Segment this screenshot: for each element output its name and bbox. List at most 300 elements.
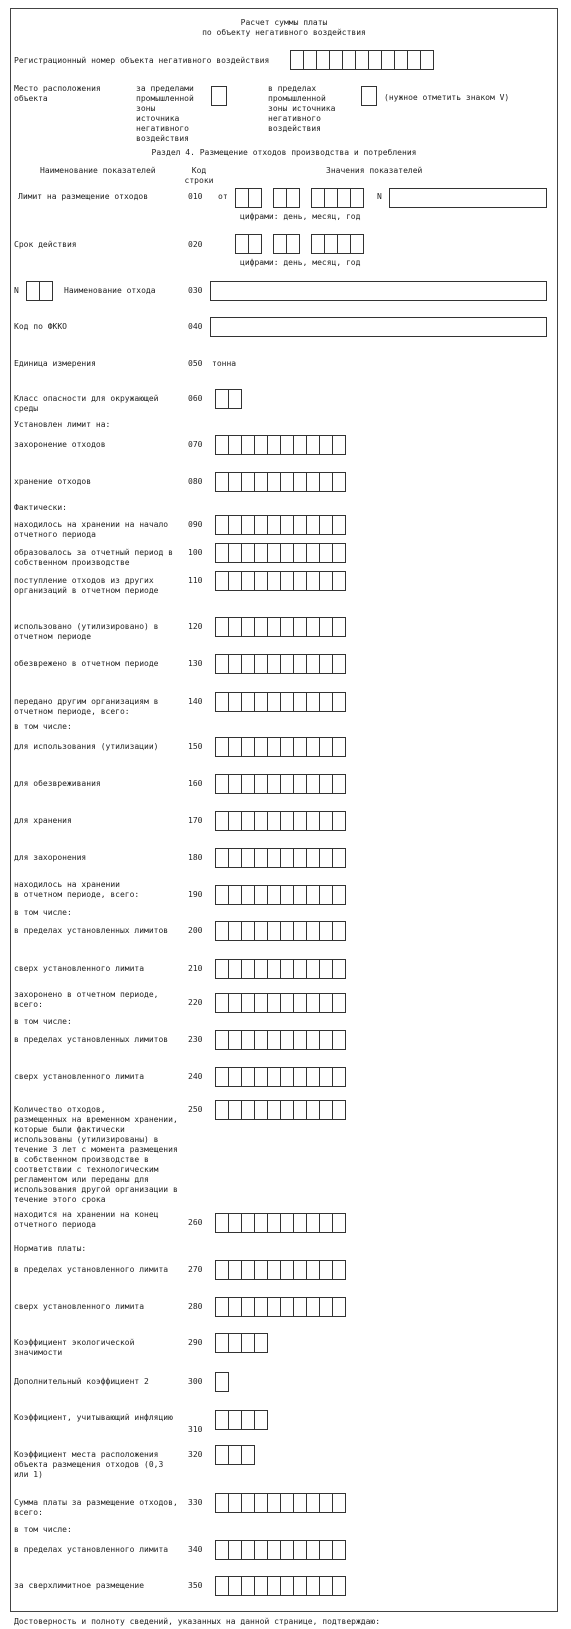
input-cell[interactable]	[241, 435, 255, 455]
input-cell[interactable]	[228, 959, 242, 979]
input-cell[interactable]	[254, 959, 268, 979]
input-cell[interactable]	[228, 617, 242, 637]
input-cell[interactable]	[332, 959, 346, 979]
input-cell[interactable]	[293, 811, 307, 831]
input-cell[interactable]	[293, 1030, 307, 1050]
row-value-boxes[interactable]	[215, 774, 345, 794]
input-cell[interactable]	[306, 1260, 320, 1280]
input-cell[interactable]	[228, 654, 242, 674]
input-cell[interactable]	[254, 993, 268, 1013]
input-cell[interactable]	[267, 737, 281, 757]
input-cell[interactable]	[241, 1260, 255, 1280]
waste-name-field[interactable]	[210, 281, 547, 301]
row-value-boxes[interactable]	[215, 389, 241, 409]
input-cell[interactable]	[332, 848, 346, 868]
limit-month-boxes[interactable]	[273, 188, 299, 208]
input-cell[interactable]	[39, 281, 53, 301]
input-cell[interactable]	[293, 993, 307, 1013]
input-cell[interactable]	[267, 1576, 281, 1596]
input-cell[interactable]	[332, 654, 346, 674]
input-cell[interactable]	[215, 654, 229, 674]
input-cell[interactable]	[254, 543, 268, 563]
input-cell[interactable]	[228, 692, 242, 712]
input-cell[interactable]	[319, 993, 333, 1013]
input-cell[interactable]	[215, 1333, 229, 1353]
input-cell[interactable]	[293, 571, 307, 591]
input-cell[interactable]	[319, 737, 333, 757]
row-value-boxes[interactable]	[215, 811, 345, 831]
input-cell[interactable]	[319, 885, 333, 905]
input-cell[interactable]	[241, 571, 255, 591]
input-cell[interactable]	[319, 435, 333, 455]
input-cell[interactable]	[332, 1540, 346, 1560]
input-cell[interactable]	[215, 543, 229, 563]
input-cell[interactable]	[332, 1067, 346, 1087]
input-cell[interactable]	[306, 1493, 320, 1513]
row-value-boxes[interactable]	[215, 543, 345, 563]
row-value-boxes[interactable]	[215, 1540, 345, 1560]
input-cell[interactable]	[293, 1213, 307, 1233]
input-cell[interactable]	[241, 848, 255, 868]
input-cell[interactable]	[306, 571, 320, 591]
input-cell[interactable]	[293, 692, 307, 712]
input-cell[interactable]	[332, 1297, 346, 1317]
row-value-boxes[interactable]	[215, 1410, 267, 1430]
row-value-boxes[interactable]	[215, 1493, 345, 1513]
input-cell[interactable]	[293, 435, 307, 455]
input-cell[interactable]	[248, 234, 262, 254]
input-cell[interactable]	[228, 472, 242, 492]
input-cell[interactable]	[319, 848, 333, 868]
input-cell[interactable]	[306, 1297, 320, 1317]
input-cell[interactable]	[350, 234, 364, 254]
input-cell[interactable]	[241, 885, 255, 905]
input-cell[interactable]	[228, 1213, 242, 1233]
term-day-boxes[interactable]	[235, 234, 261, 254]
row-value-boxes[interactable]	[215, 1030, 345, 1050]
input-cell[interactable]	[267, 543, 281, 563]
input-cell[interactable]	[215, 811, 229, 831]
input-cell[interactable]	[228, 515, 242, 535]
input-cell[interactable]	[293, 774, 307, 794]
input-cell[interactable]	[319, 1576, 333, 1596]
input-cell[interactable]	[241, 543, 255, 563]
input-cell[interactable]	[280, 1260, 294, 1280]
input-cell[interactable]	[215, 885, 229, 905]
input-cell[interactable]	[293, 737, 307, 757]
input-cell[interactable]	[254, 1540, 268, 1560]
input-cell[interactable]	[286, 234, 300, 254]
input-cell[interactable]	[381, 50, 395, 70]
input-cell[interactable]	[332, 885, 346, 905]
input-cell[interactable]	[215, 1493, 229, 1513]
input-cell[interactable]	[280, 692, 294, 712]
input-cell[interactable]	[280, 811, 294, 831]
input-cell[interactable]	[241, 959, 255, 979]
fkko-field[interactable]	[210, 317, 547, 337]
input-cell[interactable]	[215, 1260, 229, 1280]
input-cell[interactable]	[228, 1410, 242, 1430]
input-cell[interactable]	[332, 1213, 346, 1233]
input-cell[interactable]	[306, 1576, 320, 1596]
input-cell[interactable]	[267, 472, 281, 492]
input-cell[interactable]	[241, 1297, 255, 1317]
input-cell[interactable]	[241, 1213, 255, 1233]
input-cell[interactable]	[215, 1100, 229, 1120]
input-cell[interactable]	[332, 543, 346, 563]
input-cell[interactable]	[254, 1067, 268, 1087]
input-cell[interactable]	[319, 959, 333, 979]
input-cell[interactable]	[228, 1576, 242, 1596]
input-cell[interactable]	[306, 1100, 320, 1120]
input-cell[interactable]	[280, 543, 294, 563]
row-value-boxes[interactable]	[215, 617, 345, 637]
input-cell[interactable]	[228, 1067, 242, 1087]
input-cell[interactable]	[280, 1213, 294, 1233]
input-cell[interactable]	[394, 50, 408, 70]
input-cell[interactable]	[254, 1333, 268, 1353]
input-cell[interactable]	[332, 737, 346, 757]
input-cell[interactable]	[280, 472, 294, 492]
input-cell[interactable]	[293, 472, 307, 492]
input-cell[interactable]	[241, 1493, 255, 1513]
location-inside-checkbox[interactable]	[361, 86, 377, 106]
input-cell[interactable]	[332, 1030, 346, 1050]
input-cell[interactable]	[332, 1100, 346, 1120]
input-cell[interactable]	[267, 654, 281, 674]
input-cell[interactable]	[280, 885, 294, 905]
input-cell[interactable]	[319, 1260, 333, 1280]
input-cell[interactable]	[280, 848, 294, 868]
input-cell[interactable]	[280, 959, 294, 979]
limit-number-field[interactable]	[389, 188, 547, 208]
input-cell[interactable]	[324, 234, 338, 254]
input-cell[interactable]	[280, 654, 294, 674]
input-cell[interactable]	[355, 50, 369, 70]
input-cell[interactable]	[280, 1540, 294, 1560]
input-cell[interactable]	[293, 515, 307, 535]
input-cell[interactable]	[306, 617, 320, 637]
limit-day-boxes[interactable]	[235, 188, 261, 208]
input-cell[interactable]	[254, 885, 268, 905]
input-cell[interactable]	[280, 515, 294, 535]
input-cell[interactable]	[319, 515, 333, 535]
row-value-boxes[interactable]	[215, 654, 345, 674]
input-cell[interactable]	[241, 1030, 255, 1050]
row-value-boxes[interactable]	[215, 571, 345, 591]
input-cell[interactable]	[228, 1100, 242, 1120]
input-cell[interactable]	[332, 571, 346, 591]
input-cell[interactable]	[332, 515, 346, 535]
input-cell[interactable]	[280, 1576, 294, 1596]
row-value-boxes[interactable]	[215, 1576, 345, 1596]
input-cell[interactable]	[293, 543, 307, 563]
input-cell[interactable]	[319, 1493, 333, 1513]
input-cell[interactable]	[306, 737, 320, 757]
input-cell[interactable]	[286, 188, 300, 208]
input-cell[interactable]	[228, 921, 242, 941]
input-cell[interactable]	[241, 1067, 255, 1087]
input-cell[interactable]	[303, 50, 317, 70]
input-cell[interactable]	[267, 1260, 281, 1280]
input-cell[interactable]	[254, 571, 268, 591]
input-cell[interactable]	[280, 617, 294, 637]
input-cell[interactable]	[319, 543, 333, 563]
input-cell[interactable]	[215, 515, 229, 535]
input-cell[interactable]	[228, 811, 242, 831]
input-cell[interactable]	[254, 617, 268, 637]
input-cell[interactable]	[293, 1260, 307, 1280]
input-cell[interactable]	[332, 435, 346, 455]
input-cell[interactable]	[228, 1297, 242, 1317]
input-cell[interactable]	[254, 1493, 268, 1513]
input-cell[interactable]	[332, 617, 346, 637]
row-value-boxes[interactable]	[215, 472, 345, 492]
input-cell[interactable]	[280, 1067, 294, 1087]
input-cell[interactable]	[267, 848, 281, 868]
row-value-boxes[interactable]	[215, 959, 345, 979]
input-cell[interactable]	[311, 234, 325, 254]
input-cell[interactable]	[293, 1100, 307, 1120]
input-cell[interactable]	[293, 959, 307, 979]
input-cell[interactable]	[293, 654, 307, 674]
row-value-boxes[interactable]	[215, 692, 345, 712]
row-value-boxes[interactable]	[215, 435, 345, 455]
input-cell[interactable]	[306, 885, 320, 905]
input-cell[interactable]	[228, 1333, 242, 1353]
input-cell[interactable]	[215, 1372, 229, 1392]
input-cell[interactable]	[267, 1493, 281, 1513]
input-cell[interactable]	[215, 921, 229, 941]
input-cell[interactable]	[228, 543, 242, 563]
input-cell[interactable]	[319, 472, 333, 492]
input-cell[interactable]	[306, 435, 320, 455]
limit-year-boxes[interactable]	[311, 188, 363, 208]
input-cell[interactable]	[215, 389, 229, 409]
input-cell[interactable]	[228, 848, 242, 868]
term-year-boxes[interactable]	[311, 234, 363, 254]
input-cell[interactable]	[215, 1030, 229, 1050]
input-cell[interactable]	[280, 993, 294, 1013]
input-cell[interactable]	[293, 848, 307, 868]
input-cell[interactable]	[254, 692, 268, 712]
input-cell[interactable]	[319, 654, 333, 674]
input-cell[interactable]	[267, 959, 281, 979]
input-cell[interactable]	[350, 188, 364, 208]
input-cell[interactable]	[306, 993, 320, 1013]
input-cell[interactable]	[319, 921, 333, 941]
input-cell[interactable]	[267, 617, 281, 637]
input-cell[interactable]	[332, 993, 346, 1013]
input-cell[interactable]	[228, 774, 242, 794]
term-month-boxes[interactable]	[273, 234, 299, 254]
input-cell[interactable]	[215, 1540, 229, 1560]
input-cell[interactable]	[267, 885, 281, 905]
input-cell[interactable]	[254, 921, 268, 941]
input-cell[interactable]	[293, 885, 307, 905]
input-cell[interactable]	[319, 692, 333, 712]
input-cell[interactable]	[254, 435, 268, 455]
input-cell[interactable]	[254, 1260, 268, 1280]
input-cell[interactable]	[267, 1030, 281, 1050]
input-cell[interactable]	[306, 692, 320, 712]
input-cell[interactable]	[293, 921, 307, 941]
input-cell[interactable]	[319, 774, 333, 794]
input-cell[interactable]	[228, 1540, 242, 1560]
input-cell[interactable]	[215, 1213, 229, 1233]
input-cell[interactable]	[228, 435, 242, 455]
row-value-boxes[interactable]	[215, 737, 345, 757]
input-cell[interactable]	[241, 993, 255, 1013]
input-cell[interactable]	[241, 654, 255, 674]
input-cell[interactable]	[228, 389, 242, 409]
input-cell[interactable]	[254, 774, 268, 794]
input-cell[interactable]	[267, 1067, 281, 1087]
input-cell[interactable]	[248, 188, 262, 208]
input-cell[interactable]	[254, 1576, 268, 1596]
input-cell[interactable]	[254, 1100, 268, 1120]
input-cell[interactable]	[254, 472, 268, 492]
input-cell[interactable]	[368, 50, 382, 70]
input-cell[interactable]	[254, 1297, 268, 1317]
input-cell[interactable]	[332, 774, 346, 794]
input-cell[interactable]	[228, 1030, 242, 1050]
input-cell[interactable]	[306, 1213, 320, 1233]
input-cell[interactable]	[267, 692, 281, 712]
input-cell[interactable]	[280, 737, 294, 757]
row-value-boxes[interactable]	[215, 1297, 345, 1317]
row-value-boxes[interactable]	[215, 1445, 254, 1465]
input-cell[interactable]	[254, 515, 268, 535]
input-cell[interactable]	[267, 435, 281, 455]
input-cell[interactable]	[306, 959, 320, 979]
input-cell[interactable]	[267, 515, 281, 535]
input-cell[interactable]	[215, 472, 229, 492]
input-cell[interactable]	[332, 921, 346, 941]
input-cell[interactable]	[306, 472, 320, 492]
input-cell[interactable]	[306, 654, 320, 674]
input-cell[interactable]	[241, 1333, 255, 1353]
input-cell[interactable]	[319, 1540, 333, 1560]
input-cell[interactable]	[311, 188, 325, 208]
input-cell[interactable]	[215, 993, 229, 1013]
input-cell[interactable]	[215, 1445, 229, 1465]
input-cell[interactable]	[280, 1493, 294, 1513]
input-cell[interactable]	[319, 1213, 333, 1233]
input-cell[interactable]	[215, 1297, 229, 1317]
input-cell[interactable]	[324, 188, 338, 208]
input-cell[interactable]	[215, 1410, 229, 1430]
input-cell[interactable]	[254, 848, 268, 868]
row-value-boxes[interactable]	[215, 921, 345, 941]
input-cell[interactable]	[215, 959, 229, 979]
input-cell[interactable]	[267, 1297, 281, 1317]
input-cell[interactable]	[306, 774, 320, 794]
input-cell[interactable]	[215, 571, 229, 591]
input-cell[interactable]	[332, 811, 346, 831]
input-cell[interactable]	[267, 1100, 281, 1120]
input-cell[interactable]	[215, 848, 229, 868]
input-cell[interactable]	[228, 1445, 242, 1465]
input-cell[interactable]	[241, 811, 255, 831]
input-cell[interactable]	[306, 1067, 320, 1087]
input-cell[interactable]	[267, 774, 281, 794]
input-cell[interactable]	[228, 1260, 242, 1280]
input-cell[interactable]	[241, 1445, 255, 1465]
input-cell[interactable]	[290, 50, 304, 70]
input-cell[interactable]	[254, 1410, 268, 1430]
input-cell[interactable]	[215, 692, 229, 712]
input-cell[interactable]	[280, 774, 294, 794]
input-cell[interactable]	[306, 1030, 320, 1050]
input-cell[interactable]	[342, 50, 356, 70]
input-cell[interactable]	[293, 1067, 307, 1087]
input-cell[interactable]	[267, 1540, 281, 1560]
input-cell[interactable]	[267, 571, 281, 591]
input-cell[interactable]	[280, 1030, 294, 1050]
input-cell[interactable]	[235, 188, 249, 208]
input-cell[interactable]	[332, 1493, 346, 1513]
input-cell[interactable]	[316, 50, 330, 70]
input-cell[interactable]	[319, 571, 333, 591]
input-cell[interactable]	[228, 993, 242, 1013]
input-cell[interactable]	[280, 1100, 294, 1120]
input-cell[interactable]	[241, 1100, 255, 1120]
waste-number-boxes[interactable]	[26, 281, 52, 301]
input-cell[interactable]	[306, 811, 320, 831]
input-cell[interactable]	[26, 281, 40, 301]
row-value-boxes[interactable]	[215, 1333, 267, 1353]
input-cell[interactable]	[241, 1410, 255, 1430]
row-value-boxes[interactable]	[215, 1213, 345, 1233]
reg-number-boxes[interactable]	[290, 50, 433, 70]
input-cell[interactable]	[319, 1297, 333, 1317]
input-cell[interactable]	[332, 1576, 346, 1596]
input-cell[interactable]	[407, 50, 421, 70]
input-cell[interactable]	[319, 617, 333, 637]
input-cell[interactable]	[337, 188, 351, 208]
input-cell[interactable]	[241, 1540, 255, 1560]
input-cell[interactable]	[420, 50, 434, 70]
input-cell[interactable]	[254, 1030, 268, 1050]
input-cell[interactable]	[228, 1493, 242, 1513]
input-cell[interactable]	[241, 1576, 255, 1596]
input-cell[interactable]	[306, 543, 320, 563]
input-cell[interactable]	[319, 811, 333, 831]
input-cell[interactable]	[293, 1540, 307, 1560]
input-cell[interactable]	[235, 234, 249, 254]
input-cell[interactable]	[337, 234, 351, 254]
input-cell[interactable]	[280, 571, 294, 591]
input-cell[interactable]	[280, 435, 294, 455]
input-cell[interactable]	[306, 1540, 320, 1560]
input-cell[interactable]	[332, 472, 346, 492]
input-cell[interactable]	[293, 1297, 307, 1317]
input-cell[interactable]	[228, 737, 242, 757]
input-cell[interactable]	[215, 1576, 229, 1596]
input-cell[interactable]	[319, 1100, 333, 1120]
row-value-boxes[interactable]	[215, 515, 345, 535]
row-value-boxes[interactable]	[215, 993, 345, 1013]
location-outside-checkbox[interactable]	[211, 86, 227, 106]
row-value-boxes[interactable]	[215, 1100, 345, 1120]
input-cell[interactable]	[319, 1030, 333, 1050]
input-cell[interactable]	[329, 50, 343, 70]
input-cell[interactable]	[254, 654, 268, 674]
input-cell[interactable]	[241, 515, 255, 535]
input-cell[interactable]	[306, 921, 320, 941]
input-cell[interactable]	[319, 1067, 333, 1087]
